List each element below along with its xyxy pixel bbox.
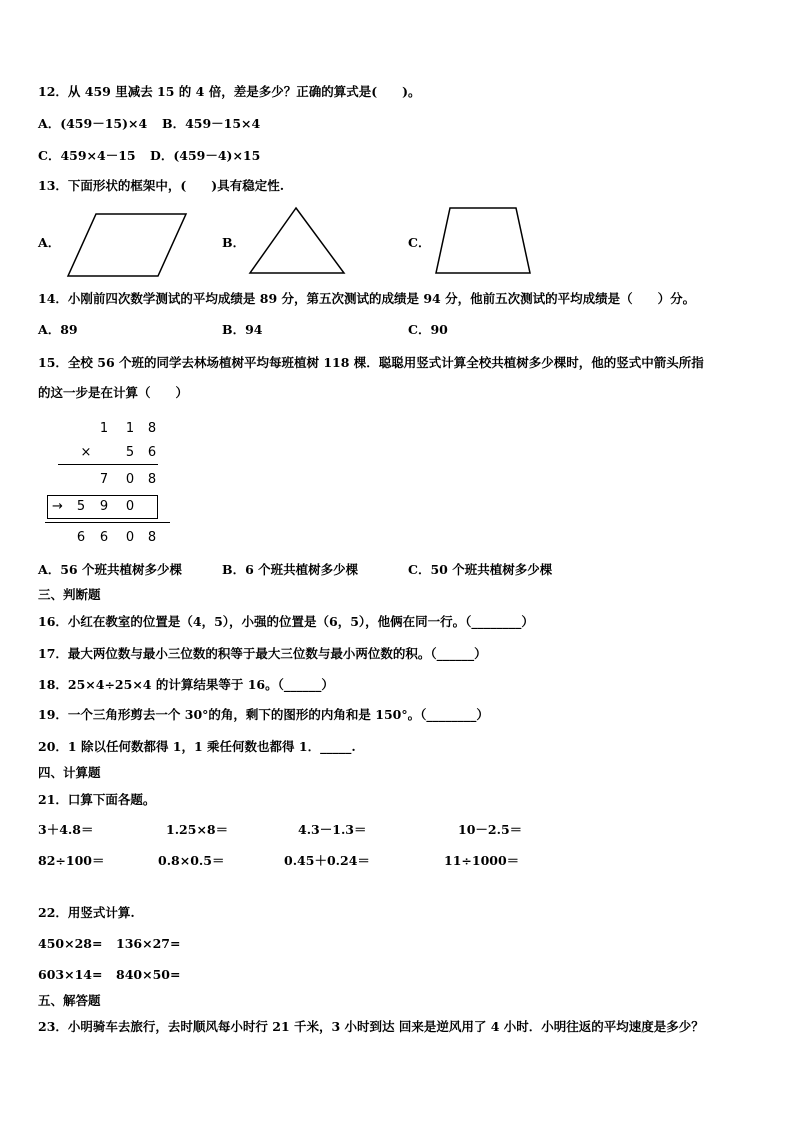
digit: 0 <box>125 499 135 514</box>
digit: 5 <box>125 445 135 460</box>
question-14: 14．小刚前四次数学测试的平均成绩是 89 分，第五次测试的成绩是 94 分，他前五次测试的平均成绩是（ ）分。 <box>38 291 696 306</box>
digit: 9 <box>99 499 109 514</box>
question-18: 18．25×4÷25×4 的计算结果等于 16。（______） <box>38 677 334 692</box>
q12-option-b: B．459－15×4 <box>162 116 261 131</box>
q12-option-d: D．(459－4)×15 <box>150 148 261 163</box>
q21-item: 10－2.5＝ <box>458 822 523 837</box>
digit: 6 <box>99 530 109 545</box>
q21-item: 0.45＋0.24＝ <box>284 853 370 868</box>
question-19: 19．一个三角形剪去一个 30°的角，剩下的图形的内角和是 150°。（________） <box>38 707 489 722</box>
digit: 7 <box>99 472 109 487</box>
question-13: 13．下面形状的框架中，( )具有稳定性. <box>38 178 285 193</box>
q21-item: 4.3－1.3＝ <box>298 822 367 837</box>
q12-option-c: C．459×4－15 <box>38 148 136 163</box>
q13-option-b: B． <box>222 235 246 250</box>
question-15-line2: 的这一步是在计算（ ） <box>38 385 189 400</box>
rule-line <box>58 464 158 465</box>
q21-item: 3＋4.8＝ <box>38 822 94 837</box>
digit: 8 <box>147 530 157 545</box>
q21-item: 0.8×0.5＝ <box>158 853 225 868</box>
q14-option-b: B．94 <box>222 322 263 337</box>
digit: 0 <box>125 472 135 487</box>
question-16: 16．小红在教室的位置是（4，5），小强的位置是（6，5），他俩在同一行。（________） <box>38 614 534 629</box>
digit: 6 <box>76 530 86 545</box>
q15-option-c: C．50 个班共植树多少棵 <box>408 562 553 577</box>
trapezoid-shape <box>434 206 534 276</box>
digit: 5 <box>76 499 86 514</box>
digit: 1 <box>125 421 135 436</box>
q22-item: 450×28= <box>38 936 103 951</box>
section-title-word-problems: 五、解答题 <box>38 993 101 1008</box>
arrow-icon: → <box>52 499 63 514</box>
q15-option-a: A．56 个班共植树多少棵 <box>38 562 182 577</box>
q21-item: 1.25×8＝ <box>166 822 229 837</box>
digit: 8 <box>147 472 157 487</box>
q22-item: 136×27= <box>116 936 181 951</box>
question-15-line1: 15．全校 56 个班的同学去林场植树平均每班植树 118 棵．聪聪用竖式计算全校共植树多少棵时，他的竖式中箭头所指 <box>38 355 704 370</box>
question-20: 20．1 除以任何数都得 1，1 乘任何数也都得 1．_____. <box>38 739 356 754</box>
q22-item: 840×50= <box>116 967 181 982</box>
digit: 6 <box>147 445 157 460</box>
q22-item: 603×14= <box>38 967 103 982</box>
q15-option-b: B．6 个班共植树多少棵 <box>222 562 359 577</box>
q12-option-a: A．(459－15)×4 <box>38 116 148 131</box>
q13-option-a: A． <box>38 235 61 250</box>
q14-option-c: C．90 <box>408 322 448 337</box>
q21-item: 11÷1000＝ <box>444 853 520 868</box>
question-23: 23．小明骑车去旅行，去时顺风每小时行 21 千米，3 小时到达 回来是逆风用了 4 小时．小明往返的平均速度是多少？ <box>38 1019 704 1034</box>
digit: 8 <box>147 421 157 436</box>
rule-line <box>45 522 170 523</box>
digit: 0 <box>125 530 135 545</box>
question-21: 21．口算下面各题。 <box>38 792 156 807</box>
question-12: 12．从 459 里减去 15 的 4 倍，差是多少？正确的算式是( )。 <box>38 84 421 99</box>
q14-option-a: A．89 <box>38 322 78 337</box>
q21-item: 82÷100＝ <box>38 853 105 868</box>
question-22: 22．用竖式计算. <box>38 905 135 920</box>
section-title-calculation: 四、计算题 <box>38 765 101 780</box>
question-17: 17．最大两位数与最小三位数的积等于最大三位数与最小两位数的积。（______） <box>38 646 487 661</box>
section-title-judgement: 三、判断题 <box>38 587 101 602</box>
q13-option-c: C． <box>408 235 431 250</box>
parallelogram-shape <box>66 212 190 278</box>
multiply-sign: × <box>80 445 92 460</box>
digit: 1 <box>99 421 109 436</box>
triangle-shape <box>248 206 348 276</box>
